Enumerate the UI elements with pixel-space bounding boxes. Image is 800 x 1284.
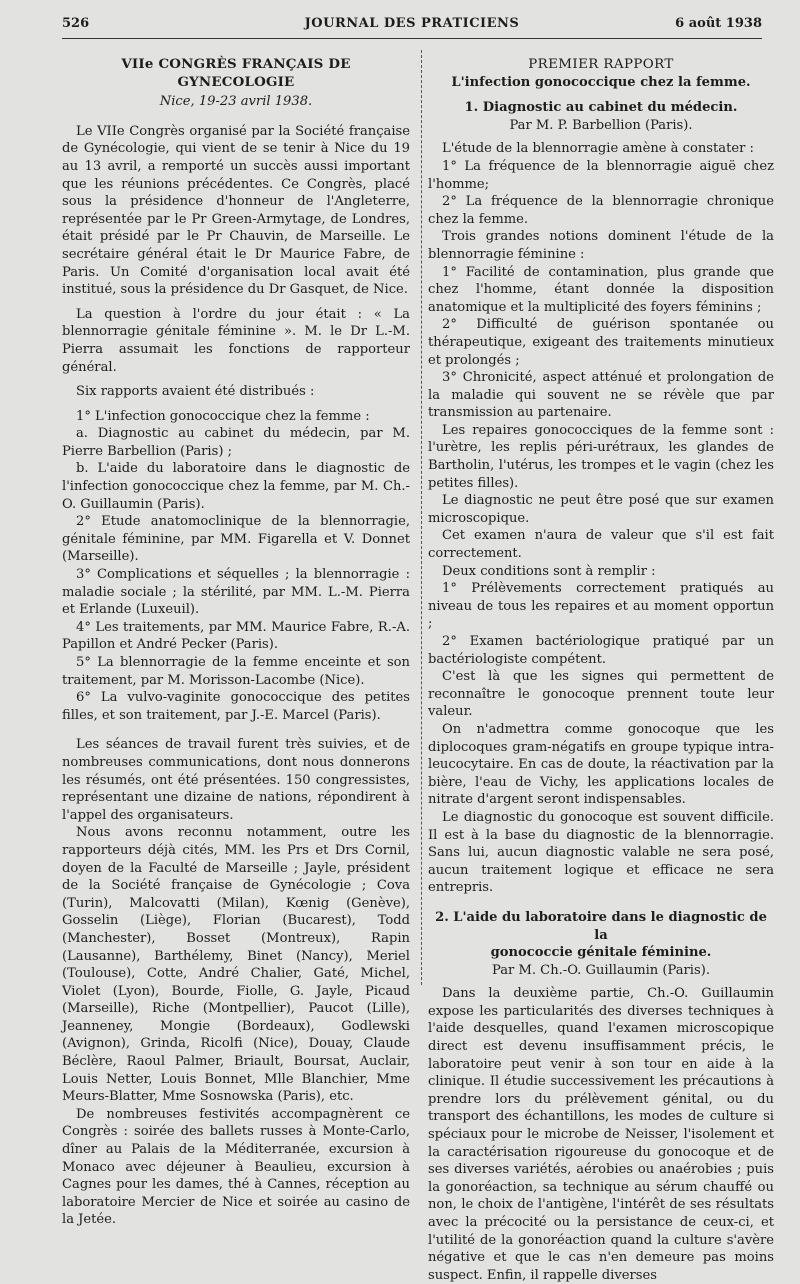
congress-subtitle: Nice, 19-23 avril 1938.	[159, 94, 313, 110]
report-item: 6° La vulvo-vaginite gonococcique des petites filles, et son traitement, par J.-E. Marcel (Paris).	[62, 690, 410, 723]
paragraph: 1° Prélèvements correctement pratiqués au niveau de tous les repaires et au moment opportun ;	[428, 581, 774, 632]
section-1-author: Par M. P. Barbellion (Paris).	[509, 117, 693, 133]
paragraph: Les repaires gonococciques de la femme sont : l'urètre, les replis péri-urétraux, les glandes de Bartholin, l'utérus, les trompes et le vagin (chez les petites filles).	[428, 422, 774, 491]
paragraph: Trois grandes notions dominent l'étude de la blennorragie féminine :	[428, 229, 774, 262]
report-subtitle: L'infection gonococcique chez la femme.	[451, 74, 751, 90]
paragraph: 2° La fréquence de la blennorragie chronique chez la femme.	[428, 194, 774, 227]
page-number: 526	[62, 16, 90, 31]
congress-title: VIIe CONGRÈS FRANÇAIS DE GYNECOLOGIE	[121, 56, 351, 90]
paragraph: On n'admettra comme gonocoque que les diplocoques gram-négatifs en groupe typique intra-leucocytaire. En cas de doute, la réactivation par la bière, l'eau de Vichy, les applications locales de nitrate d'argent seront indispensables.	[428, 721, 774, 808]
left-column	[62, 52, 410, 1229]
paragraph: Le diagnostic ne peut être posé que sur examen microscopique.	[428, 493, 774, 526]
paragraph: Nous avons reconnu notamment, outre les rapporteurs déjà cités, MM. les Prs et Drs Cornil, doyen de la Faculté de Marseille ; Jayle, président de la Société française de Gynécologie ; Cova (Turin), Malcovatti (Milan), Kœnig (Genève), Gosselin (Liège), Florian (Bucarest), Todd (Manchester), Bosset (Montreux), Rapin (Lausanne), Barthélemy, Binet (Nancy), Meriel (Toulouse), Cotte, André Chalier, Gaté, Michel, Violet (Lyon), Bourde, Fiolle, G. Jayle, Picaud (Marseille), Riche (Montpellier), Paucot (Lille), Jeanneney, Mongie (Bordeaux), Godlewski (Avignon), Grinda, Ricolfi (Nice), Douay, Claude Béclère, Raoul Palmer, Briault, Boursat, Auclair, Louis Netter, Louis Bonnet, Mlle Blanchier, Mme Meurs-Blatter, Mme Sosnowska (Paris), etc.	[62, 825, 410, 1105]
issue-date: 6 août 1938	[675, 16, 762, 31]
column-divider	[421, 50, 422, 985]
paragraph: Les séances de travail furent très suivies, et de nombreuses communications, dont nous donnerons les résumés, ont été présentées. 150 congressistes, représentant une dizaine de nations, répondirent à l'appel des organisateurs.	[62, 737, 410, 823]
paragraph: La question à l'ordre du jour était : « La blennorragie génitale féminine ». M. le Dr L.-M. Pierra assumait les fonctions de rapporteur général.	[62, 306, 410, 375]
paragraph: Le diagnostic du gonocoque est souvent difficile. Il est à la base du diagnostic de la blennorragie. Sans lui, aucun diagnostic valable ne sera posé, aucun traitement logique et efficace ne sera entrepris.	[428, 809, 774, 896]
report-item: 4° Les traitements, par MM. Maurice Fabre, R.-A. Papillon et André Pecker (Paris).	[62, 619, 410, 653]
paragraph: 2° Examen bactériologique pratiqué par un bactériologiste compétent.	[428, 634, 774, 667]
paragraph: 3° Chronicité, aspect atténué et prolongation de la maladie qui souvent ne se révèle que par transmission au partenaire.	[428, 370, 774, 421]
running-header	[62, 14, 762, 34]
journal-title: JOURNAL DES PRATICIENS	[304, 16, 520, 31]
paragraph: De nombreuses festivités accompagnèrent ce Congrès : soirée des ballets russes à Monte-Carlo, dîner au Palais de la Méditerranée, excursion à Monaco avec déjeuner à Beaulieu, excursion à Cagnes pour les dames, thé à Cannes, réception au laboratoire Mercier de Nice et soirée au casino de la Jetée.	[62, 1106, 410, 1228]
section-1-title: 1. Diagnostic au cabinet du médecin.	[464, 100, 738, 116]
report-title: PREMIER RAPPORT	[528, 57, 674, 72]
section-2-title	[428, 909, 774, 962]
header-rule	[62, 38, 762, 39]
paragraph: 1° Facilité de contamination, plus grande que chez l'homme, étant donnée la disposition anatomique et la multiplicité des foyers féminins ;	[428, 264, 774, 315]
report-item: a. Diagnostic au cabinet du médecin, par M. Pierre Barbellion (Paris) ;	[62, 426, 410, 459]
right-column	[428, 52, 774, 1284]
report-item: 3° Complications et séquelles ; la blennorragie : maladie sociale ; la stérilité, par MM. L.-M. Pierra et Erlande (Luxeuil).	[62, 567, 410, 618]
paragraph: Dans la deuxième partie, Ch.-O. Guillaumin expose les particularités des diverses techniques à l'aide desquelles, quand l'examen microscopique direct est devenu insuffisamment précis, le laboratoire peut venir à son tour en aide à la clinique. Il étudie successivement les précautions à prendre lors du prélèvement génital, ou du transport des échantillons, les modes de culture si spéciaux pour le microbe de Neisser, l'isolement et la caractérisation rigoureuse du gonocoque et de ses diverses variétés, aérobies ou anaérobies ; puis la gonoréaction, sa technique au sérum chauffé ou non, le choix de l'antigène, l'intérêt de ses résultats avec la précocité ou la persistance de ceux-ci, et l'utilité de la gonoréaction quand la culture s'avère négative et que le cas n'en demeure pas moins suspect. Enfin, il rappelle diverses	[428, 986, 774, 1283]
paragraph: C'est là que les signes qui permettent de reconnaître le gonocoque prennent toute leur valeur.	[428, 669, 774, 720]
paragraph: Deux conditions sont à remplir :	[442, 563, 656, 579]
report-item: 5° La blennorragie de la femme enceinte et son traitement, par M. Morisson-Lacombe (Nice).	[62, 655, 410, 688]
paragraph: Cet examen n'aura de valeur que s'il est fait correctement.	[428, 528, 774, 562]
report-item: b. L'aide du laboratoire dans le diagnostic de l'infection gonococcique chez la femme, par M. Ch.-O. Guillaumin (Paris).	[62, 461, 410, 512]
section-2-title-line: gonococcie génitale féminine.	[490, 945, 712, 961]
section-2-title-line: 2. L'aide du laboratoire dans le diagnostic de la	[435, 909, 767, 943]
section-2-author: Par M. Ch.-O. Guillaumin (Paris).	[492, 962, 710, 978]
paragraph: 2° Difficulté de guérison spontanée ou thérapeutique, exigeant des traitements minutieux et prolongés ;	[428, 317, 774, 368]
report-item: 2° Etude anatomoclinique de la blennorragie, génitale féminine, par MM. Figarella et V. Donnet (Marseille).	[62, 514, 410, 565]
paragraph: Le VIIe Congrès organisé par la Société française de Gynécologie, qui vient de se tenir à Nice du 19 au 13 avril, a remporté un succès aussi important que les réunions précédentes. Ce Congrès, placé sous la présidence d'honneur de l'Angleterre, représentée par le Pr Green-Armytage, de Londres, était présidé par le Pr Chauvin, de Marseille. Le secrétaire général était le Dr Maurice Fabre, de Paris. Un Comité d'organisation local avait été institué, sous la présidence du Dr Gasquet, de Nice.	[62, 123, 410, 298]
report-item: 1° L'infection gonococcique chez la femme :	[76, 408, 370, 424]
paragraph: L'étude de la blennorragie amène à constater :	[442, 141, 754, 157]
paragraph: Six rapports avaient été distribués :	[76, 384, 315, 400]
paragraph: 1° La fréquence de la blennorragie aiguë chez l'homme;	[428, 158, 774, 192]
